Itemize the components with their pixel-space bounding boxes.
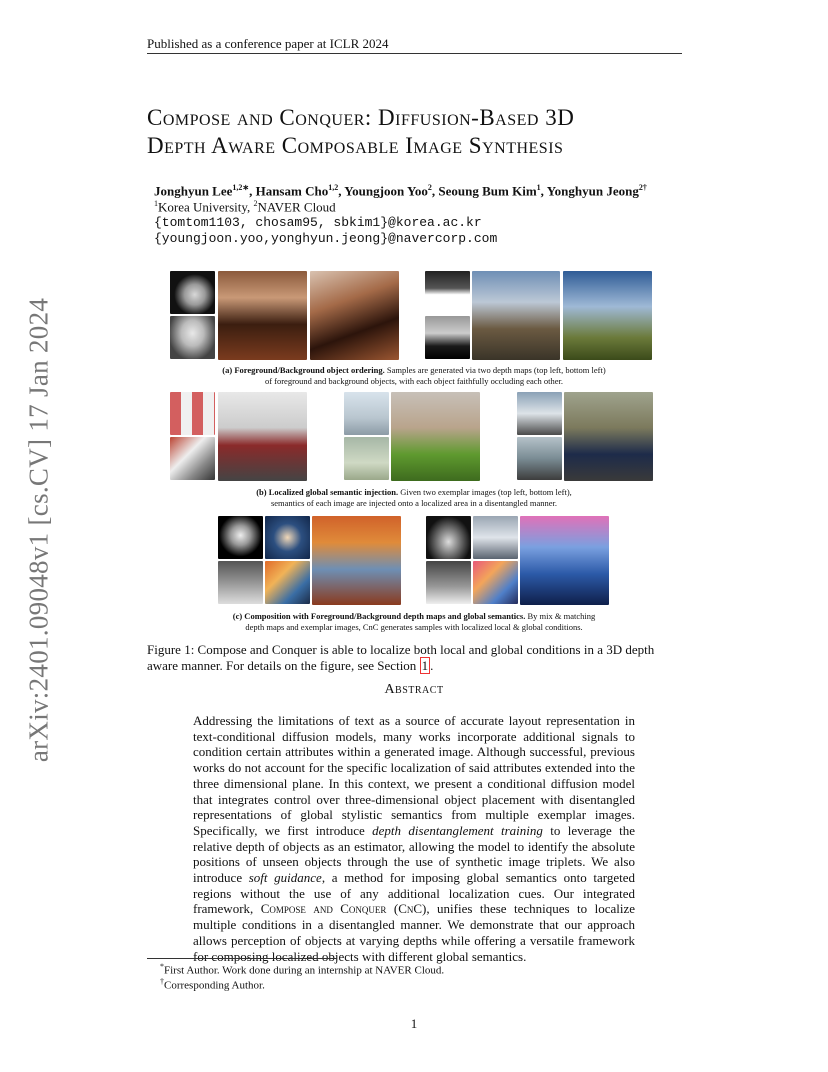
footnote-rule [147, 958, 337, 959]
exemplar-image [473, 516, 518, 559]
caption-bold: (a) Foreground/Background object ordering. [222, 365, 385, 375]
futuristic-city-image [520, 516, 609, 605]
affil-name: Korea University, [158, 199, 254, 215]
author-list: Jonghyun Lee$^{1,2∗}$, Hansam Cho$^{1,2}$, Youngjoon Yoo$^2$, Seoung Bum Kim$^1$, Yonghyun Jeong$^{2\dagger}$ [154, 183, 647, 199]
castle-image [472, 271, 560, 360]
caption-bold: (b) Localized global semantic injection. [256, 487, 399, 497]
depth-map-image [170, 316, 215, 359]
caption-text: Samples are generated via two depth maps (top left, bottom left) [384, 365, 606, 375]
footnote [160, 962, 444, 977]
exemplar-image [170, 392, 215, 435]
framework-name: Compose and Conquer [260, 901, 387, 917]
footnote-text: First Author. Work done during an internship at NAVER Cloud. [164, 964, 445, 977]
exemplar-image [265, 516, 310, 559]
abstract-text: , a method for imposing global semantics onto targeted regions without the use of any additional localization cues. Our integrated framework, [193, 870, 635, 917]
castle-car-image [564, 392, 653, 481]
abstract-emphasis: soft guidance [248, 870, 322, 886]
depth-map-image [425, 271, 470, 314]
email-line: {tomtom1103, chosam95, sbkim1}@korea.ac.kr [154, 215, 482, 230]
abstract-body [193, 713, 635, 964]
arxiv-stamp [14, 290, 64, 770]
abstract-heading: Abstract [384, 682, 444, 697]
caption-text: By mix & matching [525, 611, 596, 621]
cake-cat-image [218, 271, 307, 360]
section-link[interactable]: 1 [421, 658, 429, 673]
author-sup: 1,2 [328, 183, 339, 192]
author-name: Youngjoon Yoo [344, 183, 428, 199]
exemplar-image [170, 437, 215, 480]
affil-sup: 2 [253, 199, 258, 208]
email-line: {youngjoon.yoo,yonghyun.jeong}@navercorp.com [154, 231, 498, 246]
author-name: Seoung Bum Kim [438, 183, 537, 199]
exemplar-image [265, 561, 310, 604]
depth-map-image [218, 561, 263, 604]
depth-map-image [218, 516, 263, 559]
exemplar-image [344, 392, 389, 435]
astronaut-mars-image [312, 516, 401, 605]
abstract-emphasis: depth disentanglement training [372, 822, 543, 838]
page-number: 1 [410, 1016, 418, 1031]
caption-text: depth maps and exemplar images, CnC generates samples with localized local & global conditions. [245, 622, 583, 632]
header-rule [147, 53, 682, 54]
cake-cat-image [310, 271, 399, 360]
author-name: Jonghyun Lee [154, 183, 233, 199]
paper-title [147, 104, 707, 160]
author-sup: 2† [638, 183, 647, 192]
rabbit-apples-image [391, 392, 480, 481]
caption-text: Figure 1: Compose and Conquer is able to localize both local and global conditions in a 3D depth aware manner. For details on the figure, see Section [147, 642, 655, 673]
author-sup: 1,2∗ [232, 183, 250, 192]
author-name: Yonghyun Jeong [546, 183, 639, 199]
affiliations [154, 199, 336, 215]
caption-text: of foreground and background objects, with each object faithfully occluding each other. [264, 376, 564, 386]
exemplar-image [344, 437, 389, 480]
abstract-text: ( [386, 901, 399, 917]
footnote-mark: † [160, 977, 164, 986]
footnote-mark: * [160, 962, 164, 971]
astronaut-drums-image [218, 392, 307, 481]
title-line-2: Depth Aware Composable Image Synthesis [147, 133, 564, 158]
subfigure-caption-c [150, 611, 678, 633]
footnote-text: Corresponding Author. [164, 979, 265, 992]
abstract-text: to leverage the relative depth of objects as an estimator, allowing the model to identify the absolute positions of unseen objects through the use of synthetic image triplets. We also introduce [193, 822, 635, 886]
depth-map-image [425, 316, 470, 359]
caption-text: semantics of each image are injected onto a localized area in a disentangled manner. [270, 498, 558, 508]
exemplar-image [517, 392, 562, 435]
figure-caption [147, 642, 687, 674]
author-name: Hansam Cho [255, 183, 329, 199]
title-line-1: Compose and Conquer: Diffusion-Based 3D [147, 105, 575, 130]
affil-name: NAVER Cloud [257, 199, 336, 215]
depth-map-image [426, 516, 471, 559]
depth-map-image [170, 271, 215, 314]
author-sup: 2 [427, 183, 432, 192]
subfigure-caption-b [150, 487, 678, 509]
exemplar-image [517, 437, 562, 480]
exemplar-image [473, 561, 518, 604]
caption-bold: (c) Composition with Foreground/Background depth maps and global semantics. [232, 611, 526, 621]
abstract-text: ), unifies these techniques to localize multiple conditions in a disentangled manner. We demonstrate that our approach allows perception of objects at varying depths while offering a versatile framework for composing localized objects with different global semantics. [193, 901, 635, 964]
running-header: Published as a conference paper at ICLR 2024 [147, 36, 389, 51]
abstract-text: Addressing the limitations of text as a source of accurate layout representation in text-conditional diffusion models, many works incorporate additional signals to condition certain attributes within a generated image. Although successful, previous works do not account for the specific localization of said attributes extended into the three dimensional plane. In this context, we present a conditional diffusion model that integrates control over three-dimensional object placement with disentangled representations of global stylistic semantics from multiple exemplar images. Specifically, we first introduce [193, 713, 635, 838]
author-sup: 1 [536, 183, 541, 192]
subfigure-caption-a [150, 365, 678, 387]
footnote [160, 977, 265, 992]
affil-sup: 1 [154, 199, 158, 208]
castle-image [563, 271, 652, 360]
depth-map-image [426, 561, 471, 604]
arxiv-id: arXiv:2401.09048v1 [cs.CV] 17 Jan 2024 [23, 297, 54, 763]
framework-abbrev: CnC [398, 901, 423, 917]
caption-text: Given two exemplar images (top left, bottom left), [398, 487, 572, 497]
caption-text: . [430, 658, 434, 673]
